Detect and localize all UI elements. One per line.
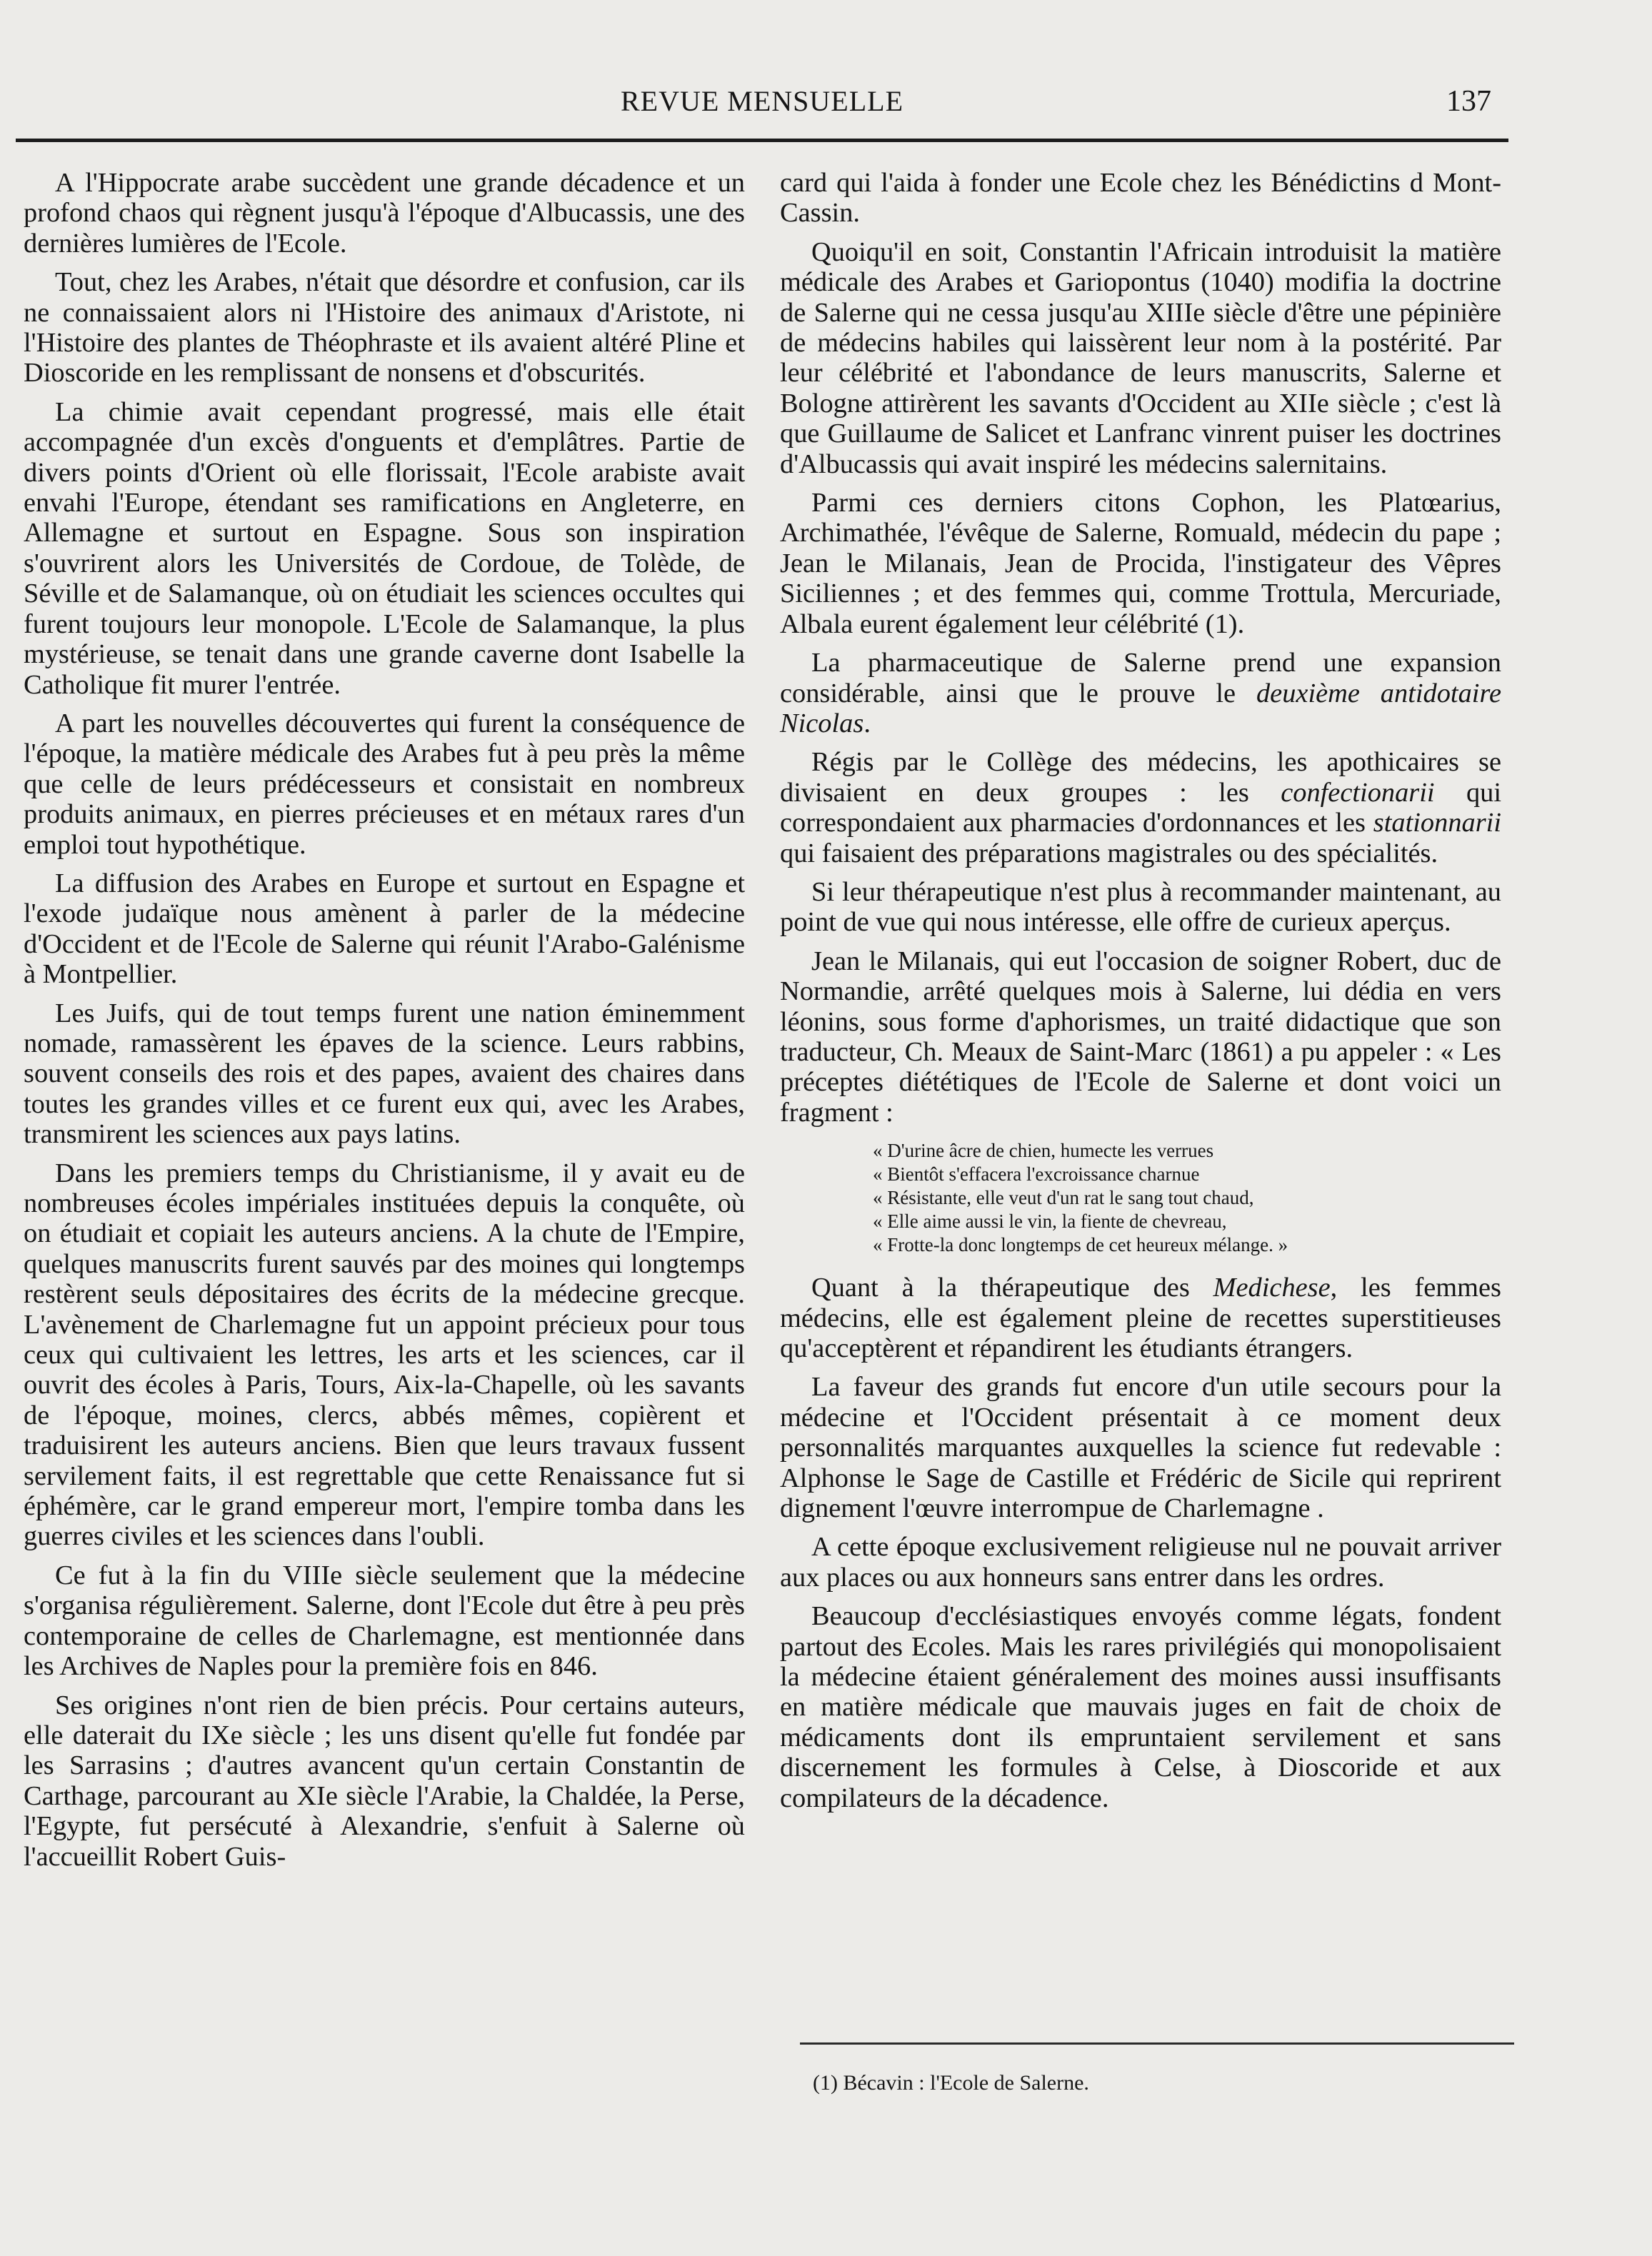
text-run: qui correspondaient aux pharmacies d'ordonnances et les bbox=[780, 777, 1502, 838]
page-number: 137 bbox=[1446, 85, 1491, 118]
paragraph: Jean le Milanais, qui eut l'occasion de soigner Robert, duc de Normandie, arrêté quelques mois à Salerne, lui dédia en vers léonins, sous forme d'aphorismes, un traité didactique que son traducteur, Ch. Meaux de Saint-Marc (1861) a pu appeler : « Les préceptes diététiques de l'Ecole de Salerne et dont voici un fragment : bbox=[780, 946, 1501, 1128]
text-run: Régis par le Collège des médecins, les apothicaires se divisaient en deux groupes : les bbox=[780, 747, 1501, 808]
paragraph: A cette époque exclusivement religieuse nul ne pouvait arriver aux places ou aux honneurs sans entrer dans les ordres. bbox=[780, 1532, 1501, 1593]
header-rule bbox=[16, 139, 1508, 142]
paragraph: Ce fut à la fin du VIIIe siècle seulement que la médecine s'organisa régulièrement. Salerne, dont l'Ecole dut être à peu près contemporaine de celles de Charlemagne, est mentionnée dans les Archives de Naples pour la première fois en 846. bbox=[24, 1560, 745, 1682]
text-run: La pharmaceutique de Salerne prend une expansion considérable, ainsi que le prouve le bbox=[780, 648, 1501, 708]
text-run: . bbox=[863, 708, 871, 738]
italic-term: Medichese bbox=[1213, 1273, 1331, 1303]
verse-line: « Frotte-la donc longtemps de cet heureux mélange. » bbox=[873, 1234, 1288, 1256]
paragraph: A part les nouvelles découvertes qui furent la conséquence de l'époque, la matière médicale des Arabes fut à peu près la même que celle de leurs prédécesseurs et consistait en nombreux produits animaux, en pierres précieuses et en métaux rares d'un emploi tout hypothétique. bbox=[24, 708, 745, 860]
paragraph: card qui l'aida à fonder une Ecole chez les Bénédictins d Mont-Cassin. bbox=[780, 168, 1501, 229]
footnote: (1) Bécavin : l'Ecole de Salerne. bbox=[813, 2071, 1089, 2095]
paragraph: La chimie avait cependant progressé, mais elle était accompagnée d'un excès d'onguents et d'emplâtres. Partie de divers points d'Orient où elle florissait, l'Ecole arabiste avait envahi l'Europe, étendant ses ramifications en Angleterre, en Allemagne et surtout en Espagne. Sous son inspiration s'ouvrirent alors les Universités de Cordoue, de Tolède, de Séville et de Salamanque, où on étudiait les sciences occultes qui furent toujours leur monopole. L'Ecole de Salamanque, la plus mystérieuse, se tenait dans une grande caverne dont Isabelle la Catholique fit murer l'entrée. bbox=[24, 396, 745, 700]
paragraph: Tout, chez les Arabes, n'était que désordre et confusion, car ils ne connaissaient alors ni l'Histoire des animaux d'Aristote, ni l'Histoire des plantes de Théophraste et ils avaient altéré Pline et Dioscoride en les remplissant de nonsens et d'obscurités. bbox=[24, 267, 745, 388]
paragraph: Dans les premiers temps du Christianisme, il y avait eu de nombreuses écoles impériales instituées depuis la conquête, où on étudiait et copiait les auteurs anciens. A la chute de l'Empire, quelques manuscrits furent sauvés par des moines qui longtemps restèrent seuls dépositaires des écrits de la médecine grecque. L'avènement de Charlemagne fut un appoint précieux pour tous ceux qui cultivaient les lettres, les arts et les sciences, car il ouvrit des écoles à Paris, Tours, Aix-la-Chapelle, où les savants de l'époque, moines, clercs, abbés mêmes, copièrent et traduisirent les auteurs anciens. Bien que leurs travaux fussent servilement faits, il est regrettable que cette Renaissance fut si éphémère, car le grand empereur mort, l'empire tomba dans les guerres civiles et les sciences dans l'oubli. bbox=[24, 1158, 745, 1552]
italic-term: confectionarii bbox=[1281, 777, 1435, 808]
verse-line: « D'urine âcre de chien, humecte les verrues bbox=[873, 1140, 1214, 1162]
right-column bbox=[780, 168, 1501, 1822]
verse-line: « Bientôt s'effacera l'excroissance charnue bbox=[873, 1163, 1200, 1185]
paragraph bbox=[780, 1273, 1501, 1363]
paragraph: La diffusion des Arabes en Europe et surtout en Espagne et l'exode judaïque nous amènent à parler de la médecine d'Occident et de l'Ecole de Salerne qui réunit l'Arabo-Galénisme à Montpellier. bbox=[24, 868, 745, 990]
paragraph: Les Juifs, qui de tout temps furent une nation éminemment nomade, ramassèrent les épaves de la science. Leurs rabbins, souvent conseils des rois et des papes, avaient des chaires dans toutes les grandes villes et ce furent eux qui, avec les Arabes, transmirent les sciences aux pays latins. bbox=[24, 998, 745, 1150]
journal-title: REVUE MENSUELLE bbox=[620, 85, 904, 117]
paragraph: A l'Hippocrate arabe succèdent une grande décadence et un profond chaos qui règnent jusqu'à l'époque d'Albucassis, une des dernières lumières de l'Ecole. bbox=[24, 168, 745, 259]
text-run: , les femmes médecins, elle est également pleine de recettes superstitieuses qu'acceptèrent et répandirent les étudiants étrangers. bbox=[780, 1273, 1501, 1363]
verse-line: « Elle aime aussi le vin, la fiente de chevreau, bbox=[873, 1210, 1227, 1233]
paragraph: Quoiqu'il en soit, Constantin l'Africain introduisit la matière médicale des Arabes et Gariopontus (1040) modifia la doctrine de Salerne qui ne cessa jusqu'au XIIIe siècle d'être une pépinière de médecins habiles qui laissèrent leur nom à la postérité. Par leur célébrité et l'abondance de leurs manuscrits, Salerne et Bologne attirèrent les savants d'Occident au XIIe siècle ; c'est là que Guillaume de Salicet et Lanfranc vinrent puiser les doctrines d'Albucassis qui avait inspiré les médecins salernitains. bbox=[780, 236, 1501, 479]
paragraph: La faveur des grands fut encore d'un utile secours pour la médecine et l'Occident présentait à ce moment deux personnalités marquantes auxquelles la science fut redevable : Alphonse le Sage de Castille et Frédéric de Sicile qui reprirent dignement l'œuvre interrompue de Charlemagne . bbox=[780, 1372, 1501, 1524]
paragraph: Parmi ces derniers citons Cophon, les Platœarius, Archimathée, l'évêque de Salerne, Romuald, médecin du pape ; Jean le Milanais, Jean de Procida, l'instigateur des Vêpres Siciliennes ; et des femmes qui, comme Trottula, Mercuriade, Albala eurent également leur célébrité (1). bbox=[780, 488, 1501, 639]
verse-line: « Résistante, elle veut d'un rat le sang tout chaud, bbox=[873, 1187, 1254, 1209]
paragraph: Si leur thérapeutique n'est plus à recommander maintenant, au point de vue qui nous intéresse, elle offre de curieux aperçus. bbox=[780, 876, 1501, 938]
text-run: Quant à la thérapeutique des bbox=[811, 1273, 1213, 1303]
verse-quote bbox=[873, 1139, 1501, 1257]
italic-term: stationnarii bbox=[1373, 808, 1501, 838]
running-head bbox=[16, 84, 1508, 144]
paragraph: Ses origines n'ont rien de bien précis. Pour certains auteurs, elle daterait du IXe siècle ; les uns disent qu'elle fut fondée par les Sarrasins ; d'autres avancent qu'un certain Constantin de Carthage, parcourant au XIe siècle l'Arabie, la Chaldée, la Perse, l'Egypte, fut persécuté à Alexandrie, s'enfuit à Salerne où l'accueillit Robert Guis- bbox=[24, 1690, 745, 1872]
footnote-rule bbox=[800, 2042, 1514, 2045]
left-column bbox=[24, 168, 745, 1880]
paragraph bbox=[780, 747, 1501, 868]
paragraph: Beaucoup d'ecclésiastiques envoyés comme légats, fondent partout des Ecoles. Mais les rares privilégiés qui monopolisaient la médecine étaient généralement des moines aussi insuffisants en matière médicale que mauvais juges en fait de choix de médicaments dont ils empruntaient servilement et sans discernement les formules à Celse, à Dioscoride et aux compilateurs de la décadence. bbox=[780, 1601, 1501, 1813]
paragraph bbox=[780, 648, 1501, 738]
text-run: qui faisaient des préparations magistrales ou des spécialités. bbox=[780, 838, 1438, 868]
italic-title: deuxième antidotaire Nicolas bbox=[780, 678, 1502, 738]
